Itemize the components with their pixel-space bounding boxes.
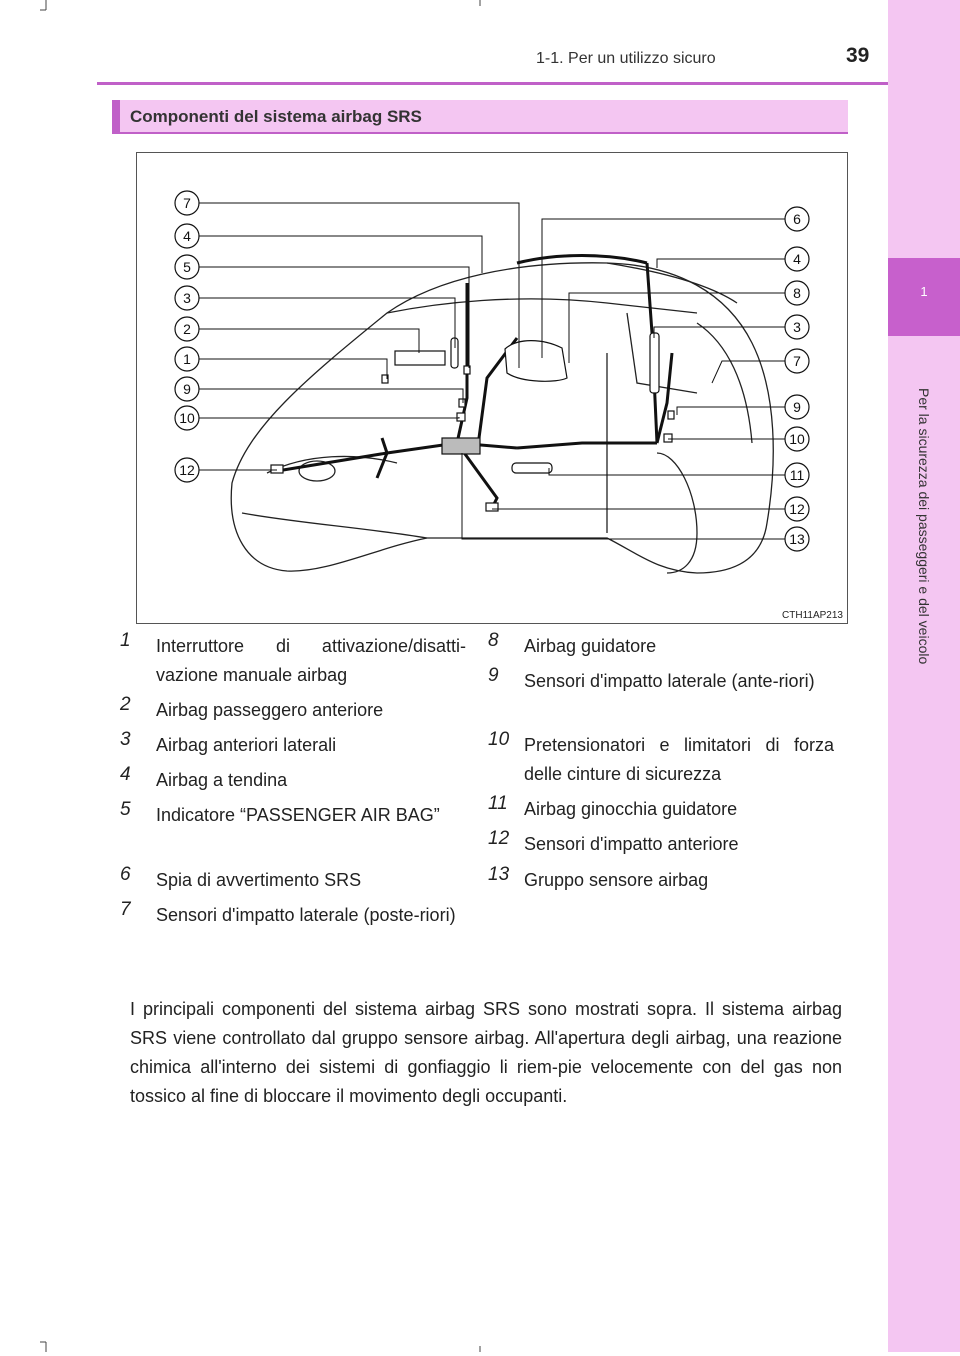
legend-number: 11: [488, 793, 508, 814]
section-heading: [112, 100, 848, 134]
legend-text: Indicatore “PASSENGER AIR BAG”: [156, 805, 440, 825]
front-sensor-left: [271, 465, 283, 473]
callout-label: 4: [183, 228, 191, 244]
callout-label: 3: [793, 319, 801, 335]
page-number: 39: [846, 44, 870, 67]
callout-label: 8: [793, 285, 801, 301]
legend-text: Airbag ginocchia guidatore: [524, 799, 738, 819]
body-paragraph: I principali componenti del sistema airbag SRS sono mostrati sopra. Il sistema airbag SRS viene controllato dal gruppo sensore airbag. All'apertura degli airbag, una reazione chimica all'interno dei sistemi di gonfiaggio li riem-pie velocemente con del gas non tossico al fine di bloccare il movimento degli occupanti.: [130, 999, 842, 1106]
legend-text: Airbag guidatore: [524, 636, 657, 656]
car-illustration: [137, 153, 847, 623]
callout-label: 10: [179, 410, 195, 426]
front-sensor-right: [486, 503, 498, 511]
driver-airbag: [505, 341, 567, 382]
callout-label: 12: [179, 462, 195, 478]
legend-text: Sensori d'impatto laterale (ante-riori): [524, 671, 815, 691]
pretensioner-rear: [664, 434, 672, 442]
callout-label: 2: [183, 321, 191, 337]
callout-label: 7: [793, 353, 801, 369]
callout-label: 5: [183, 259, 191, 275]
pretensioner-front: [457, 413, 465, 421]
legend-number: 12: [488, 828, 510, 849]
legend-number: 6: [120, 864, 131, 885]
airbag-diagram: [136, 152, 848, 624]
callout-label: 13: [789, 531, 805, 547]
legend-text: Gruppo sensore airbag: [524, 870, 709, 890]
legend-number: 8: [488, 630, 499, 651]
legend-number: 13: [488, 864, 510, 885]
callout-label: 4: [793, 251, 801, 267]
crop-mark: [478, 1340, 494, 1356]
callout-label: 9: [793, 399, 801, 415]
legend-text: Pretensionatori e limitatori di forza delle cinture di sicurezza: [524, 735, 834, 784]
callout-label: 9: [183, 381, 191, 397]
chapter-title-vertical: [898, 336, 950, 716]
section-accent: [112, 100, 120, 134]
callout-label: 12: [789, 501, 805, 517]
section-title: Componenti del sistema airbag SRS: [130, 107, 422, 126]
legend-text: Airbag passeggero anteriore: [156, 700, 384, 720]
chapter-number: 1: [920, 284, 928, 299]
crop-mark: [40, 0, 56, 16]
crop-mark: [478, 0, 494, 16]
side-sensor-front: [459, 399, 465, 407]
legend-text: Airbag a tendina: [156, 770, 288, 790]
chapter-tab: [888, 258, 960, 336]
callout-label: 1: [183, 351, 191, 367]
airbag-sensor-assembly: [442, 438, 480, 454]
legend-text: Spia di avvertimento SRS: [156, 870, 362, 890]
side-sensor-rear: [668, 411, 674, 419]
running-header: 1-1. Per un utilizzo sicuro: [536, 50, 716, 67]
callout-label: 3: [183, 290, 191, 306]
crop-mark: [40, 1336, 56, 1352]
legend-number: 5: [120, 799, 131, 820]
legend-number: 10: [488, 729, 510, 750]
legend-text: Interruttore di attivazione/disatti-vazione manuale airbag: [156, 636, 466, 685]
legend-number: 2: [120, 694, 131, 715]
chapter-title: Per la sicurezza dei passeggeri e del veicolo: [916, 387, 932, 665]
legend-text: Sensori d'impatto anteriore: [524, 834, 739, 854]
callout-label: 11: [789, 467, 805, 483]
legend-text: Airbag anteriori laterali: [156, 735, 337, 755]
legend-number: 9: [488, 665, 499, 686]
legend-number: 4: [120, 764, 131, 785]
callout-label: 6: [793, 211, 801, 227]
header-rule: [97, 82, 888, 85]
callout-label: 10: [789, 431, 805, 447]
passenger-airbag-box: [395, 351, 445, 365]
callout-label: 7: [183, 195, 191, 211]
legend-number: 3: [120, 729, 131, 750]
legend-number: 1: [120, 630, 131, 651]
knee-airbag: [512, 463, 552, 473]
side-airbag-rear: [650, 333, 659, 393]
image-code: CTH11AP213: [782, 610, 843, 621]
legend-text: Sensori d'impatto laterale (poste-riori): [156, 905, 456, 925]
legend-number: 7: [120, 899, 131, 920]
